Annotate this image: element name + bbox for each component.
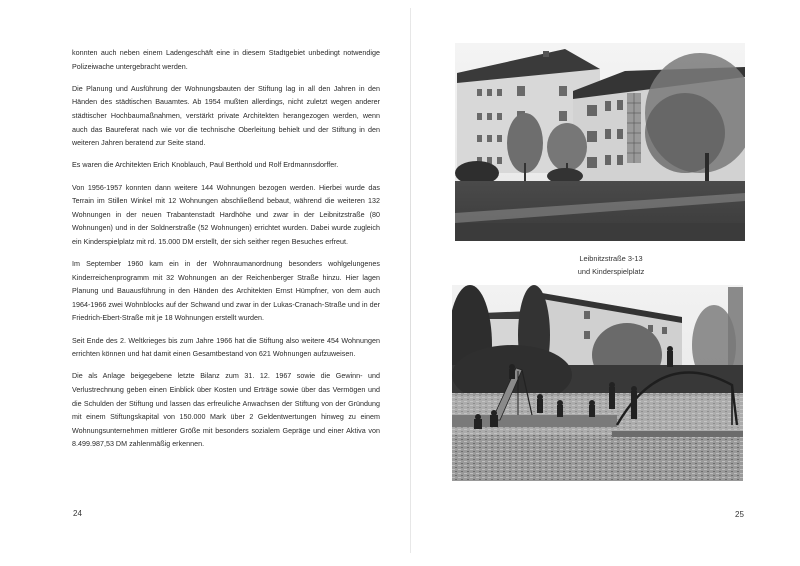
photo-playground xyxy=(452,285,743,481)
paragraph: Es waren die Architekten Erich Knoblauch, Paul Berthold und Rolf Erdmannsdorffer. xyxy=(72,161,339,170)
paragraph: Die Planung und Ausführung der Wohnungsbauten der Stiftung lag in all den Jahren in den Händen des städtischen Bauamtes. Ab 1954 mußten allerdings, nicht zuletzt wegen anderer städtischer Hochbaumaßnahmen, verstärkt private Architekten herangezogen werden, wenn auch das Baureferat nach wie vor die technische Oberleitung behielt und der Stiftung in den weiteren Jahren beratend zur Seite stand. xyxy=(72,84,380,148)
body-text xyxy=(72,47,380,461)
page-number-left: 24 xyxy=(73,509,82,518)
paragraph: Die als Anlage beigegebene letzte Bilanz zum 31. 12. 1967 sowie die Gewinn- und Verlustrechnung geben einen Einblick über Kosten und Erträge sowie über das Vermögen und die Schulden der Stiftung und lassen das erfreuliche Anwachsen der Stiftung von der Gründung mit einem Stiftungskapital von 150.000 Mark über 2 Geldentwertungen hinweg zu einem Wohnungsunternehmen mittlerer Größe mit besonders sozialem Gepräge und einer Aktiva von 8.499.987,53 DM zahlenmäßig erkennen. xyxy=(72,372,380,449)
paragraph: Seit Ende des 2. Weltkrieges bis zum Jahre 1966 hat die Stiftung also weitere 454 Wohnungen errichten können und hat damit einen Gesamtbestand von 621 Wohnungen aufzuweisen. xyxy=(72,336,380,359)
photo-caption xyxy=(541,252,681,278)
page-number-right: 25 xyxy=(735,510,744,519)
photo-apartment-buildings xyxy=(455,43,745,241)
paragraph: Von 1956-1957 konnten dann weitere 144 Wohnungen bezogen werden. Hierbei wurde das Terrain im Stillen Winkel mit 12 Wohnungen abschließend bebaut, während die weiteren 132 Wohnungen in der neuen Trabantenstadt Hardhöhe und zwar in der Leibnitzstraße (80 Wohnungen) und in der Soldnerstraße (52 Wohnungen) errichtet wurden. Dabei wurde zugleich ein Kinderspielplatz mit rd. 15.000 DM erstellt, der sich seither regen Besuches erfreut. xyxy=(72,183,380,246)
paragraph: konnten auch neben einem Ladengeschäft eine in diesem Stadtgebiet unbedingt notwendige Polizeiwache untergebracht werden. xyxy=(72,49,380,71)
right-page xyxy=(411,0,800,566)
paragraph: Im September 1960 kam ein in der Wohnraumanordnung besonders wohlgelungenes Kinderreichenprogramm mit 32 Wohnungen an der Reichenberger Straße hinzu. Hier lagen Planung und Bauausführung in den Händen des Architekten Ernst Hümpfner, von dem auch 1964-1966 zwei Wohnblocks auf der Schwand und zwar in der Lukas-Cranach-Straße und in der Friedrich-Ebert-Straße mit je 18 Wohnungen erstellt wurden. xyxy=(72,260,380,323)
caption-line-1: Leibnitzstraße 3-13 xyxy=(579,254,643,263)
caption-line-2: und Kinderspielplatz xyxy=(577,267,645,276)
